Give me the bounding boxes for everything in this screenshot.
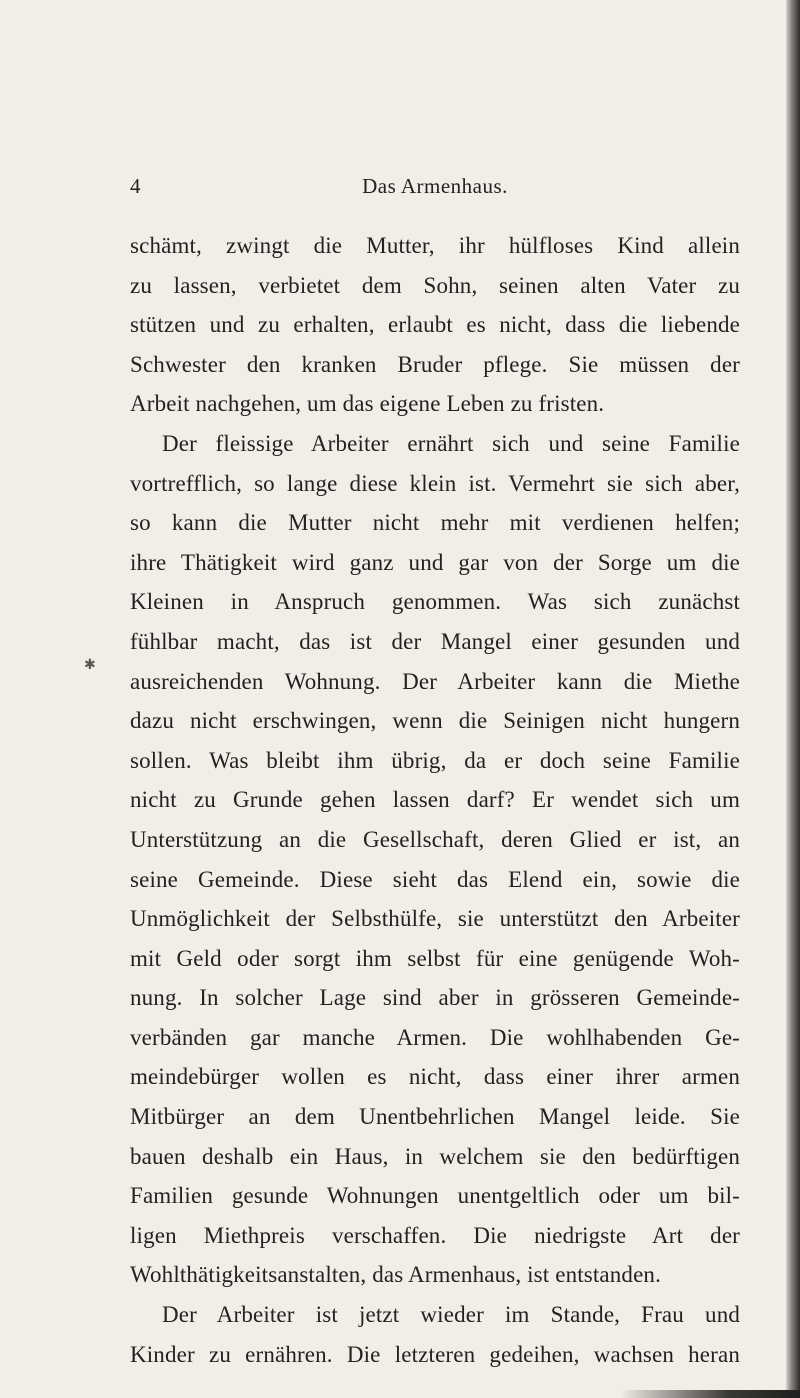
text-line: meindebürger wollen es nicht, dass einer ihrer armen: [130, 1064, 740, 1090]
text-line: Der fleissige Arbeiter ernährt sich und seine Familie: [162, 430, 740, 456]
text-line: schämt, zwingt die Mutter, ihr hülfloses Kind allein: [130, 233, 740, 258]
text-line: ausreichenden Wohnung. Der Arbeiter kann die Miethe: [130, 668, 740, 694]
text-line: so kann die Mutter nicht mehr mit verdienen helfen;: [130, 510, 740, 536]
text-line: Unmöglichkeit der Selbsthülfe, sie unterstützt den Arbeiter: [130, 906, 740, 932]
running-title: Das Armenhaus.: [362, 174, 508, 198]
text-line: Der Arbeiter ist jetzt wieder im Stande, Frau und: [162, 1302, 740, 1328]
text-line: nung. In solcher Lage sind aber in grösseren Gemeinde-: [130, 985, 740, 1011]
text-line: Mitbürger an dem Unentbehrlichen Mangel leide. Sie: [130, 1104, 740, 1130]
text-line: vortrefflich, so lange diese klein ist. Vermehrt sie sich aber,: [130, 470, 740, 496]
text-line: bauen deshalb ein Haus, in welchem sie den bedürftigen: [130, 1143, 740, 1169]
text-line: Arbeit nachgehen, um das eigene Leben zu fristen.: [130, 391, 605, 417]
page-number: 4: [130, 174, 141, 198]
text-line: dazu nicht erschwingen, wenn die Seinigen nicht hungern: [130, 708, 740, 734]
text-line: zu lassen, verbietet dem Sohn, seinen alten Vater zu: [130, 272, 740, 298]
running-head: [130, 174, 740, 204]
body-text: [130, 226, 740, 1374]
text-line: fühlbar macht, das ist der Mangel einer gesunden und: [130, 628, 740, 654]
ink-speck-mark: ✱: [84, 658, 96, 673]
text-line: Schwester den kranken Bruder pflege. Sie müssen der: [130, 351, 740, 377]
text-line: Kleinen in Anspruch genommen. Was sich zunächst: [130, 589, 740, 615]
text-line: sollen. Was bleibt ihm übrig, da er doch seine Familie: [130, 747, 740, 773]
text-line: ihre Thätigkeit wird ganz und gar von der Sorge um die: [130, 549, 740, 575]
text-line: seine Gemeinde. Diese sieht das Elend ein, sowie die: [130, 866, 740, 892]
scan-edge-shadow-right: [786, 0, 800, 1398]
scan-edge-shadow-bottom: [620, 1390, 800, 1398]
text-line: mit Geld oder sorgt ihm selbst für eine genügende Woh-: [130, 945, 740, 971]
text-line: Wohlthätigkeitsanstalten, das Armenhaus, ist entstanden.: [130, 1262, 661, 1288]
text-line: Familien gesunde Wohnungen unentgeltlich oder um bil-: [130, 1183, 740, 1209]
text-line: ligen Miethpreis verschaffen. Die niedrigste Art der: [130, 1222, 740, 1248]
text-line: Kinder zu ernähren. Die letzteren gedeihen, wachsen heran: [130, 1341, 740, 1367]
text-line: nicht zu Grunde gehen lassen darf? Er wendet sich um: [130, 787, 740, 813]
text-line: Unterstützung an die Gesellschaft, deren Glied er ist, an: [130, 826, 740, 852]
text-line: verbänden gar manche Armen. Die wohlhabenden Ge-: [130, 1024, 740, 1050]
text-line: stützen und zu erhalten, erlaubt es nicht, dass die liebende: [130, 312, 740, 338]
